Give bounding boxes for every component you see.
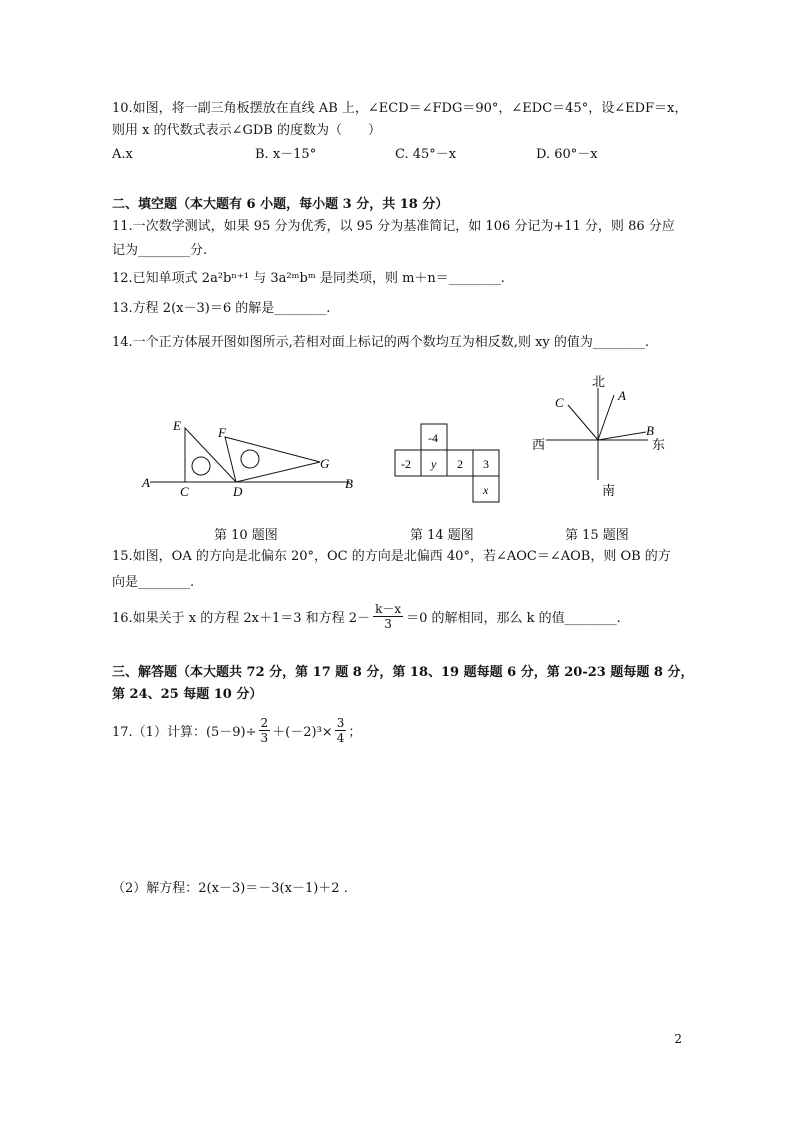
q15-line2: 向是________. xyxy=(112,575,195,590)
q11-line2: 记为________分. xyxy=(112,243,208,258)
q11-line1: 11.一次数学测试，如果 95 分为优秀，以 95 分为基准简记，如 106 分记为+11 分，则 86 分应 xyxy=(112,219,675,234)
q10-option-c: C. 45°－x xyxy=(395,147,457,162)
fig10-caption: 第 10 题图 xyxy=(214,528,278,543)
section3-title-line1: 三、解答题（本大题共 72 分，第 17 题 8 分，第 18、19 题每题 6 分，第 20-23 题每题 8 分， xyxy=(112,665,694,680)
figure-10-diagram xyxy=(130,410,370,505)
q16-fraction-numerator: k－x xyxy=(375,601,402,616)
q10-option-b: B. x－15° xyxy=(255,147,317,162)
q10-option-a: A.x xyxy=(112,147,133,162)
q16-fraction xyxy=(373,602,403,631)
q17-fraction-1 xyxy=(259,716,271,745)
fig14-cell-top: -4 xyxy=(428,431,438,445)
q16-pre: 16.如果关于 x 的方程 2x＋1＝3 和方程 2－ xyxy=(112,610,371,626)
q15-line1: 15.如图，OA 的方向是北偏东 20°，OC 的方向是北偏西 40°，若∠AOC＝∠AOB，则 OB 的方 xyxy=(112,549,671,564)
q17-fraction-2-denominator: 4 xyxy=(336,730,345,745)
figure-14-net xyxy=(390,418,502,508)
q17-part2: （2）解方程：2(x－3)＝－3(x－1)＋2 . xyxy=(112,881,348,896)
fig10-label-f: F xyxy=(218,425,226,440)
q10-option-d: D. 60°－x xyxy=(536,147,598,162)
q14-text: 14.一个正方体展开图如图所示,若相对面上标记的两个数均互为相反数,则 xy 的值为________. xyxy=(112,335,650,350)
fig15-label-west: 西 xyxy=(532,437,546,452)
q17-fraction-2-numerator: 3 xyxy=(336,715,345,730)
fig10-label-a: A xyxy=(142,475,150,490)
fig15-label-c: C xyxy=(555,395,564,410)
fig15-label-south: 南 xyxy=(602,483,616,498)
q16-text xyxy=(112,598,621,634)
q17-part1-post: ； xyxy=(348,724,362,740)
q12-text: 12.已知单项式 2a²bⁿ⁺¹ 与 3a²ᵐbᵐ 是同类项，则 m＋n＝________. xyxy=(112,271,505,286)
section3-title-line2: 第 24、25 每题 10 分） xyxy=(112,687,263,702)
q16-post: ＝0 的解相同，那么 k 的值________. xyxy=(406,610,621,626)
fig14-caption: 第 14 题图 xyxy=(410,528,474,543)
section2-title: 二、填空题（本大题有 6 小题，每小题 3 分，共 18 分） xyxy=(112,197,449,212)
q13-text: 13.方程 2(x－3)＝6 的解是________. xyxy=(112,301,331,316)
page-number: 2 xyxy=(674,1032,682,1046)
fig15-label-a: A xyxy=(618,388,626,403)
fig14-cell-2: y xyxy=(431,457,437,471)
fig15-label-north: 北 xyxy=(592,374,606,389)
q17-fraction-1-numerator: 2 xyxy=(260,715,269,730)
q17-fraction-2 xyxy=(335,716,347,745)
fig15-label-east: 东 xyxy=(652,437,666,452)
fig10-label-b: B xyxy=(345,476,353,491)
q17-part1-pre: 17.（1）计算：(5－9)÷ xyxy=(112,724,257,740)
fig15-label-b: B xyxy=(646,423,654,438)
q10-options xyxy=(112,146,712,166)
fig14-cell-bottom: x xyxy=(483,483,489,497)
figure-15-compass xyxy=(528,370,673,500)
q17-part1-mid: ＋(－2)³× xyxy=(272,724,333,740)
fig14-cell-1: -2 xyxy=(401,457,411,471)
fig10-label-d: D xyxy=(233,484,243,499)
q16-fraction-denominator: 3 xyxy=(384,616,392,631)
fig14-cell-4: 3 xyxy=(483,457,489,471)
q10-line2: 则用 x 的代数式表示∠GDB 的度数为（ ） xyxy=(112,123,381,138)
fig14-cell-3: 2 xyxy=(457,457,463,471)
fig15-caption: 第 15 题图 xyxy=(565,528,629,543)
q10-line1: 10.如图，将一副三角板摆放在直线 AB 上，∠ECD＝∠FDG＝90°，∠EDC＝45°，设∠EDF＝x， xyxy=(112,101,688,116)
fig10-label-c: C xyxy=(180,484,189,499)
fig10-label-g: G xyxy=(320,456,330,471)
q17-part1 xyxy=(112,712,361,748)
fig10-label-e: E xyxy=(173,418,181,433)
q17-fraction-1-denominator: 3 xyxy=(260,730,269,745)
